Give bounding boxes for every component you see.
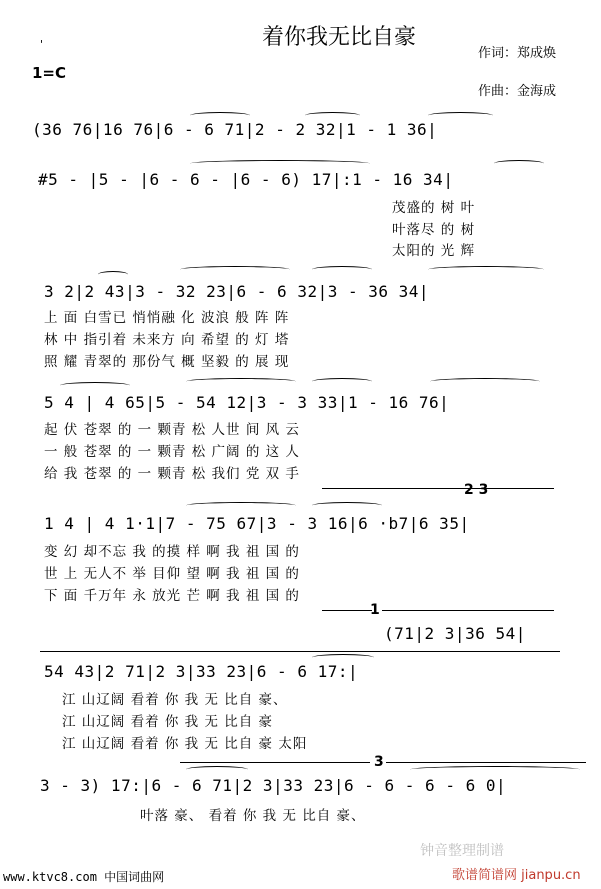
lyrics-system-5-verse-2: 世 上 无人不 举 目仰 望 啊 我 祖 国 的 — [44, 566, 300, 582]
key-signature: 1=C — [32, 64, 67, 82]
footer-left: www.ktvc8.com 中国词曲网 — [3, 870, 165, 884]
tie — [428, 266, 544, 273]
lyrics-system-5-verse-1: 变 幻 却不忘 我 的摸 样 啊 我 祖 国 的 — [44, 544, 300, 560]
lyrics-system-8-verse-1: 叶落 豪、 看着 你 我 无 比自 豪、 — [140, 808, 366, 824]
notes-system-5: 1 4 | 4 1·1|7 - 75 67|3 - 3 16|6 ·b7|6 35| — [44, 514, 470, 533]
notes-system-1: (36 76|16 76|6 - 6 71|2 - 2 32|1 - 1 36| — [32, 120, 438, 139]
ending-number-2-3: 2 3 — [464, 482, 489, 498]
tie — [186, 766, 248, 773]
tie — [60, 382, 130, 389]
notes-system-4: 5 4 | 4 65|5 - 54 12|3 - 3 33|1 - 16 76| — [44, 393, 450, 412]
notes-system-6: (71|2 3|36 54| — [384, 624, 526, 643]
notes-system-2: #5 - |5 - |6 - 6 - |6 - 6) 17|:1 - 16 34| — [38, 170, 454, 189]
corner-mark: ' — [40, 38, 44, 51]
tie — [190, 160, 370, 167]
lyrics-system-2-verse-3: 太阳的 光 辉 — [392, 243, 476, 259]
watermark-text: 钟音整理制谱 — [420, 843, 504, 859]
lyrics-system-2-verse-2: 叶落尽 的 树 — [392, 222, 476, 238]
tie — [186, 378, 296, 385]
tie — [312, 378, 372, 385]
ending-bracket-3-tail — [386, 762, 586, 763]
lyrics-system-5-verse-3: 下 面 千万年 永 放光 芒 啊 我 祖 国 的 — [44, 588, 300, 604]
ending-number-3: 3 — [374, 754, 384, 770]
lyrics-system-4-verse-2: 一 般 苍翠 的 一 颗青 松 广阔 的 这 人 — [44, 444, 300, 460]
tie — [428, 112, 493, 119]
notes-system-8: 3 - 3) 17:|6 - 6 71|2 3|33 23|6 - 6 - 6 - 6 0| — [40, 776, 507, 795]
lyrics-system-7-verse-1: 江 山辽阔 看着 你 我 无 比自 豪、 — [62, 692, 288, 708]
ending-span-line — [40, 651, 560, 652]
notes-system-3: 3 2|2 43|3 - 32 23|6 - 6 32|3 - 36 34| — [44, 282, 430, 301]
lyrics-system-4-verse-1: 起 伏 苍翠 的 一 颗青 松 人世 间 风 云 — [44, 422, 300, 438]
lyrics-system-3-verse-3: 照 耀 青翠的 那份气 概 坚毅 的 展 现 — [44, 354, 290, 370]
lyrics-system-3-verse-1: 上 面 白雪已 悄悄融 化 波浪 般 阵 阵 — [44, 310, 290, 326]
lyrics-system-7-verse-3: 江 山辽阔 看着 你 我 无 比自 豪 太阳 — [62, 736, 308, 752]
tie — [305, 112, 360, 119]
tie — [494, 160, 544, 167]
tie — [312, 266, 372, 273]
ending-bracket-3 — [180, 762, 370, 763]
ending-bracket-1-tail — [382, 610, 554, 611]
lyrics-system-7-verse-2: 江 山辽阔 看着 你 我 无 比自 豪 — [62, 714, 274, 730]
footer-right: 歌谱简谱网 jianpu.cn — [452, 868, 581, 883]
tie — [430, 378, 540, 385]
ending-bracket-1 — [322, 610, 372, 611]
tie — [312, 654, 374, 661]
composer-credit: 作曲：金海成 — [478, 84, 557, 99]
ending-bracket-2-3 — [322, 488, 554, 489]
lyrics-system-4-verse-3: 给 我 苍翠 的 一 颗青 松 我们 党 双 手 — [44, 466, 300, 482]
lyrics-system-2-verse-1: 茂盛的 树 叶 — [392, 200, 476, 216]
tie — [410, 766, 580, 773]
ending-number-1: 1 — [370, 602, 380, 618]
tie — [312, 502, 382, 509]
tie — [98, 271, 128, 278]
notes-system-7: 54 43|2 71|2 3|33 23|6 - 6 17:| — [44, 662, 359, 681]
tie — [180, 266, 290, 273]
lyricist-credit: 作词：郑成焕 — [478, 46, 557, 61]
lyrics-system-3-verse-2: 林 中 指引着 未来方 向 希望 的 灯 塔 — [44, 332, 290, 348]
song-title: 着你我无比自豪 — [262, 25, 417, 50]
tie — [186, 502, 296, 509]
tie — [190, 112, 250, 119]
